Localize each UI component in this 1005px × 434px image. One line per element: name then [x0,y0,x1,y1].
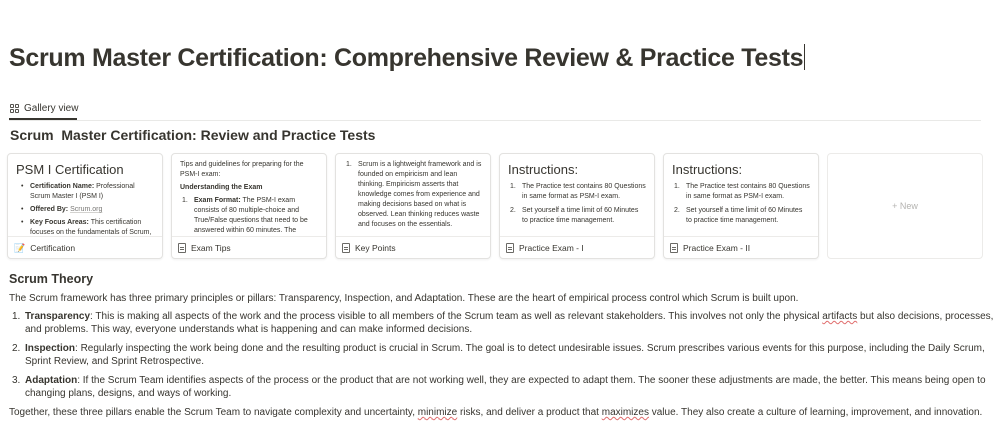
gallery-card-certification[interactable] [7,153,163,259]
card-preview [336,154,490,236]
gallery-view-tab[interactable] [10,103,78,114]
spellcheck-word[interactable]: artifacts [822,311,858,322]
preview-list-item: • Certification Name: Professional Scrum Master I (PSM I) [16,182,154,202]
closing-paragraph[interactable]: Together, these three pillars enable the Scrum Team to navigate complexity and uncertainty, minimize risks, and deliver a product that maximizes value. They also create a culture of learning, improvement, and innovation. [9,407,983,418]
view-divider [9,120,981,121]
page-icon [670,243,678,253]
pillar-item-adaptation[interactable]: 3. Adaptation: If the Scrum Team identifies aspects of the process or the product that are not working well, they are expected to adapt them. The sooner these adjustments are made, the better. This means being open to changing plans, designs, and ways of working. [12,375,986,399]
preview-list-item: 2. Set yourself a time limit of 60 Minutes to practice time management. [510,207,639,224]
gallery-view-label: Gallery view [24,103,79,114]
page-icon [506,243,514,253]
preview-heading: Instructions: [508,162,579,177]
preview-intro: Tips and guidelines for preparing for the PSM-I exam: [180,161,304,178]
intro-paragraph[interactable]: The Scrum framework has three primary principles or pillars: Transparency, Inspection, and Adaptation. These are the heart of empirical process control which Scrum is built upon. [9,293,799,304]
preview-list [16,182,154,236]
new-card-label: + New [892,201,918,211]
card-footer [500,236,654,258]
gallery-card-practice-exam-1[interactable] [499,153,655,259]
collection-title[interactable]: Scrum Master Certification: Review and Practice Tests [10,127,376,143]
preview-list-item: 1. Scrum is a lightweight framework and is founded on empiricism and lean thinking. Empiricism asserts that knowledge comes from experience and making decisions based on what is observed. Lean thinking reduces waste and focuses on the essentials. [346,161,482,228]
card-preview [664,154,818,236]
card-title: Certification [30,242,76,253]
gallery-card-practice-exam-2[interactable] [663,153,819,259]
preview-subheading: Understanding the Exam [180,184,263,191]
preview-list [672,182,810,226]
preview-list-item: • Offered By: Scrum.org [16,205,154,215]
preview-list-item: 1. The Practice test contains 80 Questions in same format as PSM-I exam. [674,183,810,200]
preview-list [344,160,482,230]
preview-heading: Instructions: [672,162,743,177]
preview-list [508,182,646,226]
card-footer [172,236,326,258]
gallery-card-exam-tips[interactable] [171,153,327,259]
card-footer [336,236,490,258]
memo-icon: 📝 [14,242,26,253]
section-heading[interactable]: Scrum Theory [9,272,94,286]
preview-link: Scrum.org [70,206,103,213]
card-preview [500,154,654,236]
page-icon [342,243,350,253]
gallery-card-key-points[interactable] [335,153,491,259]
card-title: Practice Exam - I [519,242,584,253]
spellcheck-word[interactable]: maximizes [601,407,649,418]
gallery-grid [7,153,983,259]
preview-list-item: 2. Set yourself a time limit of 60 Minutes to practice time management. [674,207,803,224]
new-card-button[interactable] [827,153,983,259]
card-title: Key Points [355,242,396,253]
pillar-item-inspection[interactable]: 2. Inspection: Regularly inspecting the work being done and the resulting product is crucial in Scrum. The goal is to detect undesirable issues. Scrum prescribes various events for this purpose, including the Daily Scrum, Sprint Review, and Sprint Retrospective. [12,343,985,367]
card-title: Exam Tips [191,242,231,253]
card-footer [8,236,162,258]
preview-list-item: 1. Exam Format: The PSM-I exam consists of 80 multiple-choice and True/False questions that need to be answered within 60 minutes. The [182,197,308,234]
preview-heading: PSM I Certification [16,162,124,177]
text-cursor [804,44,805,70]
card-preview [172,154,326,236]
pillar-item-transparency[interactable]: 1. Transparency: This is making all aspects of the work and the process visible to all members of the Scrum team as well as relevant stakeholders. This involves not only the physical artifacts but also decisions, processes, and problems. This way, everyone understands what is happening and can make informed decisions. [12,311,994,335]
pillars-list [9,310,994,406]
preview-list-item: • Key Focus Areas: This certification focuses on the fundamentals of Scrum, [16,218,154,236]
card-preview [8,154,162,236]
page-title[interactable]: Scrum Master Certification: Comprehensive Review & Practice Tests [9,44,804,72]
preview-list-item: 1. The Practice test contains 80 Questions in same format as PSM-I exam. [510,183,646,200]
page-icon [178,243,186,253]
preview-list [180,196,318,236]
spellcheck-word[interactable]: minimize [417,407,458,418]
gallery-grid-icon [10,104,19,113]
card-footer [664,236,818,258]
card-title: Practice Exam - II [683,242,751,253]
